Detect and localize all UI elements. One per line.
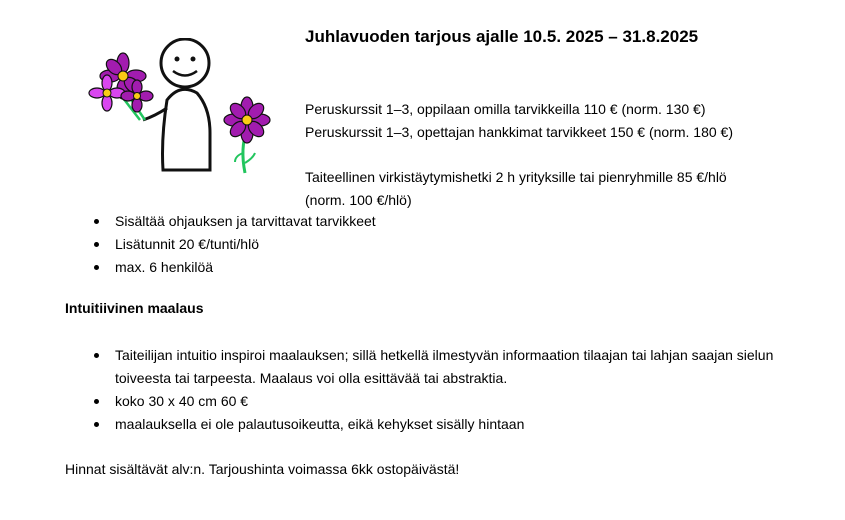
list-item: koko 30 x 40 cm 60 €: [85, 390, 785, 413]
list-item: Taiteilijan intuitio inspiroi maalauksen; sillä hetkellä ilmestyvän informaation tilaajan tai lahjan saajan sielun toiveesta tai tarpeesta. Maalaus voi olla esittävää tai abstraktia.: [85, 344, 785, 390]
list-item: maalauksella ei ole palautusoikeutta, eikä kehykset sisälly hintaan: [85, 413, 785, 436]
list-item: Sisältää ohjauksen ja tarvittavat tarvikkeet: [85, 210, 376, 233]
workshop-offer-normal-price: (norm. 100 €/hlö): [305, 192, 412, 208]
list-item: max. 6 henkilöä: [85, 256, 376, 279]
figure-body: [163, 89, 211, 170]
document-title: Juhlavuoden tarjous ajalle 10.5. 2025 – 31.8.2025: [305, 27, 699, 46]
workshop-details-list: [85, 210, 376, 279]
section-heading: Intuitiivinen maalaus: [65, 300, 204, 316]
intuitive-painting-list: [85, 344, 785, 436]
workshop-offer: Taiteellinen virkistäytymishetki 2 h yrityksille tai pienryhmille 85 €/hlö: [305, 169, 727, 185]
price-footer-note: Hinnat sisältävät alv:n. Tarjoushinta voimassa 6kk ostopäivästä!: [65, 461, 460, 477]
offer-basic-teacher-supplies: Peruskurssit 1–3, opettajan hankkimat tarvikkeet 150 € (norm. 180 €): [305, 124, 733, 140]
stick-figure-flowers-illustration: [85, 38, 285, 178]
figure-head: [161, 39, 209, 87]
list-item: Lisätunnit 20 €/tunti/hlö: [85, 233, 376, 256]
offer-basic-own-supplies: Peruskurssit 1–3, oppilaan omilla tarvikkeilla 110 € (norm. 130 €): [305, 101, 706, 117]
flower-icon: [224, 97, 270, 143]
